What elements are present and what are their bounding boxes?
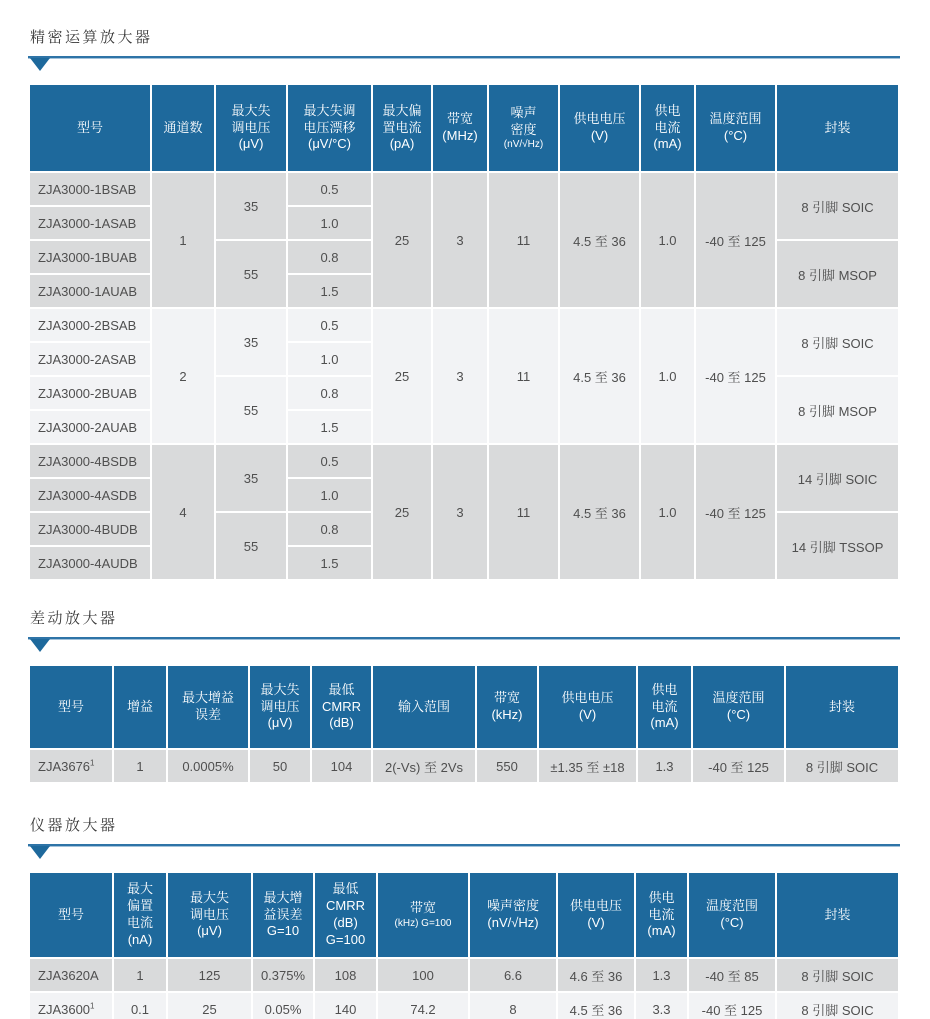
section-divider: [28, 56, 900, 71]
model-cell: ZJA3676$^1$: [30, 750, 112, 782]
data-cell: 0.5: [288, 173, 371, 205]
data-cell: 55: [216, 377, 286, 443]
data-cell: 1.0: [641, 445, 694, 579]
data-cell: 8 引脚 MSOP: [777, 241, 898, 307]
column-header: 供电 电流 (mA): [641, 85, 694, 171]
column-header: 最大失 调电压 (μV): [168, 873, 251, 957]
model-cell: ZJA3000-2AUAB: [30, 411, 150, 443]
data-cell: ±1.35 至 ±18: [539, 750, 636, 782]
data-cell: 1: [152, 173, 214, 307]
data-cell: 1.5: [288, 275, 371, 307]
data-cell: 0.8: [288, 513, 371, 545]
divider-line: [28, 637, 900, 639]
model-cell: ZJA3000-4AUDB: [30, 547, 150, 579]
table-row: [30, 959, 898, 991]
column-header: 最低 CMRR (dB) G=100: [315, 873, 376, 957]
footnote-marker: 1: [90, 1001, 95, 1011]
model-cell: ZJA3000-2ASAB: [30, 343, 150, 375]
model-cell: ZJA3600$^1$: [30, 993, 112, 1019]
triangle-down-icon: [30, 639, 50, 652]
model-cell: ZJA3000-1BUAB: [30, 241, 150, 273]
data-cell: 125: [168, 959, 251, 991]
data-cell: 108: [315, 959, 376, 991]
data-cell: 3.3: [636, 993, 687, 1019]
data-cell: 4.6 至 36: [558, 959, 634, 991]
data-cell: 55: [216, 241, 286, 307]
column-header: 最大增益 误差: [168, 666, 248, 748]
model-cell: ZJA3000-2BUAB: [30, 377, 150, 409]
data-cell: 550: [477, 750, 537, 782]
column-header: 带宽 (kHz) G=100: [378, 873, 468, 957]
column-header: 带宽 (kHz): [477, 666, 537, 748]
model-cell: ZJA3000-1ASAB: [30, 207, 150, 239]
section-title: 差动放大器: [30, 611, 118, 627]
data-cell: 8 引脚 SOIC: [777, 959, 898, 991]
data-cell: -40 至 125: [693, 750, 784, 782]
data-cell: 0.0005%: [168, 750, 248, 782]
data-cell: 2: [152, 309, 214, 443]
data-cell: 6.6: [470, 959, 556, 991]
difference-amplifier-table: [28, 664, 900, 784]
data-cell: -40 至 85: [689, 959, 775, 991]
column-header: 增益: [114, 666, 166, 748]
model-cell: ZJA3000-4ASDB: [30, 479, 150, 511]
data-cell: 14 引脚 TSSOP: [777, 513, 898, 579]
triangle-down-icon: [30, 58, 50, 71]
data-cell: 0.8: [288, 377, 371, 409]
column-header: 最大失 调电压 (μV): [216, 85, 286, 171]
data-cell: 4.5 至 36: [560, 445, 639, 579]
data-cell: 11: [489, 445, 558, 579]
column-header: 最低 CMRR (dB): [312, 666, 371, 748]
data-cell: 0.8: [288, 241, 371, 273]
data-cell: 55: [216, 513, 286, 579]
instrumentation-amplifier-table: [28, 871, 900, 1019]
column-header: 带宽 (MHz): [433, 85, 487, 171]
column-header: 最大 偏置 电流 (nA): [114, 873, 166, 957]
section-title: 仪器放大器: [30, 818, 118, 834]
model-cell: ZJA3000-2BSAB: [30, 309, 150, 341]
model-cell: ZJA3000-4BUDB: [30, 513, 150, 545]
data-cell: 1.0: [288, 343, 371, 375]
column-header: 供电 电流 (mA): [638, 666, 691, 748]
data-cell: 1.0: [288, 207, 371, 239]
data-cell: 0.5: [288, 445, 371, 477]
data-cell: 1.0: [288, 479, 371, 511]
data-cell: 35: [216, 309, 286, 375]
column-header: 温度范围 (°C): [689, 873, 775, 957]
table-row: [30, 309, 898, 341]
data-cell: 8 引脚 SOIC: [777, 993, 898, 1019]
data-cell: 50: [250, 750, 310, 782]
table-row: [30, 445, 898, 477]
section-difference-amplifier: [28, 607, 900, 784]
data-cell: 104: [312, 750, 371, 782]
section-divider: [28, 844, 900, 859]
data-cell: -40 至 125: [696, 445, 775, 579]
column-header: 噪声密度 (nV/√Hz): [470, 873, 556, 957]
data-cell: 4.5 至 36: [560, 309, 639, 443]
data-cell: 25: [373, 445, 431, 579]
column-header: 供电电压 (V): [558, 873, 634, 957]
section-divider: [28, 637, 900, 652]
column-header: 输入范围: [373, 666, 475, 748]
divider-line: [28, 56, 900, 58]
column-header: 供电电压 (V): [560, 85, 639, 171]
data-cell: 0.1: [114, 993, 166, 1019]
data-cell: 8 引脚 SOIC: [786, 750, 898, 782]
data-cell: 11: [489, 309, 558, 443]
data-cell: 0.5: [288, 309, 371, 341]
column-header: 封装: [786, 666, 898, 748]
data-cell: 4.5 至 36: [558, 993, 634, 1019]
table-row: [30, 173, 898, 205]
triangle-down-icon: [30, 846, 50, 859]
model-cell: ZJA3620A: [30, 959, 112, 991]
data-cell: 140: [315, 993, 376, 1019]
section-instrumentation-amplifier: [28, 814, 900, 1019]
data-cell: 25: [168, 993, 251, 1019]
column-header: 供电 电流 (mA): [636, 873, 687, 957]
data-cell: 8 引脚 SOIC: [777, 309, 898, 375]
data-cell: 25: [373, 309, 431, 443]
data-cell: 74.2: [378, 993, 468, 1019]
column-header: 型号: [30, 666, 112, 748]
precision-opamp-table: [28, 83, 900, 581]
footnote-marker: 1: [90, 758, 95, 768]
column-header: 噪声 密度 (nV/√Hz): [489, 85, 558, 171]
data-cell: 8: [470, 993, 556, 1019]
data-cell: 14 引脚 SOIC: [777, 445, 898, 511]
data-cell: 1.3: [636, 959, 687, 991]
model-cell: ZJA3000-1BSAB: [30, 173, 150, 205]
data-cell: 1.3: [638, 750, 691, 782]
data-cell: 4: [152, 445, 214, 579]
column-header: 最大失调 电压漂移 (μV/°C): [288, 85, 371, 171]
column-header: 最大增 益误差 G=10: [253, 873, 313, 957]
data-cell: 1.5: [288, 411, 371, 443]
data-cell: 8 引脚 MSOP: [777, 377, 898, 443]
data-cell: 1: [114, 959, 166, 991]
data-cell: 25: [373, 173, 431, 307]
data-cell: 3: [433, 173, 487, 307]
data-cell: 2(-Vs) 至 2Vs: [373, 750, 475, 782]
data-cell: 3: [433, 309, 487, 443]
column-header: 温度范围 (°C): [696, 85, 775, 171]
divider-line: [28, 844, 900, 846]
column-header: 温度范围 (°C): [693, 666, 784, 748]
data-cell: 0.05%: [253, 993, 313, 1019]
model-cell: ZJA3000-4BSDB: [30, 445, 150, 477]
column-header: 最大偏 置电流 (pA): [373, 85, 431, 171]
section-precision-opamps: [28, 26, 900, 581]
data-cell: 1.0: [641, 309, 694, 443]
table-row: [30, 993, 898, 1019]
data-cell: 1: [114, 750, 166, 782]
column-header: 封装: [777, 85, 898, 171]
column-header: 最大失 调电压 (μV): [250, 666, 310, 748]
column-header: 型号: [30, 873, 112, 957]
data-cell: 8 引脚 SOIC: [777, 173, 898, 239]
column-header: 型号: [30, 85, 150, 171]
data-cell: 4.5 至 36: [560, 173, 639, 307]
data-cell: 0.375%: [253, 959, 313, 991]
column-header: 供电电压 (V): [539, 666, 636, 748]
data-cell: 35: [216, 445, 286, 511]
data-cell: 35: [216, 173, 286, 239]
data-cell: 100: [378, 959, 468, 991]
model-cell: ZJA3000-1AUAB: [30, 275, 150, 307]
data-cell: 1.5: [288, 547, 371, 579]
data-cell: 11: [489, 173, 558, 307]
section-title: 精密运算放大器: [30, 30, 153, 46]
data-cell: -40 至 125: [696, 173, 775, 307]
data-cell: -40 至 125: [696, 309, 775, 443]
data-cell: -40 至 125: [689, 993, 775, 1019]
data-cell: 3: [433, 445, 487, 579]
column-header: 封装: [777, 873, 898, 957]
table-row: [30, 750, 898, 782]
column-header: 通道数: [152, 85, 214, 171]
data-cell: 1.0: [641, 173, 694, 307]
